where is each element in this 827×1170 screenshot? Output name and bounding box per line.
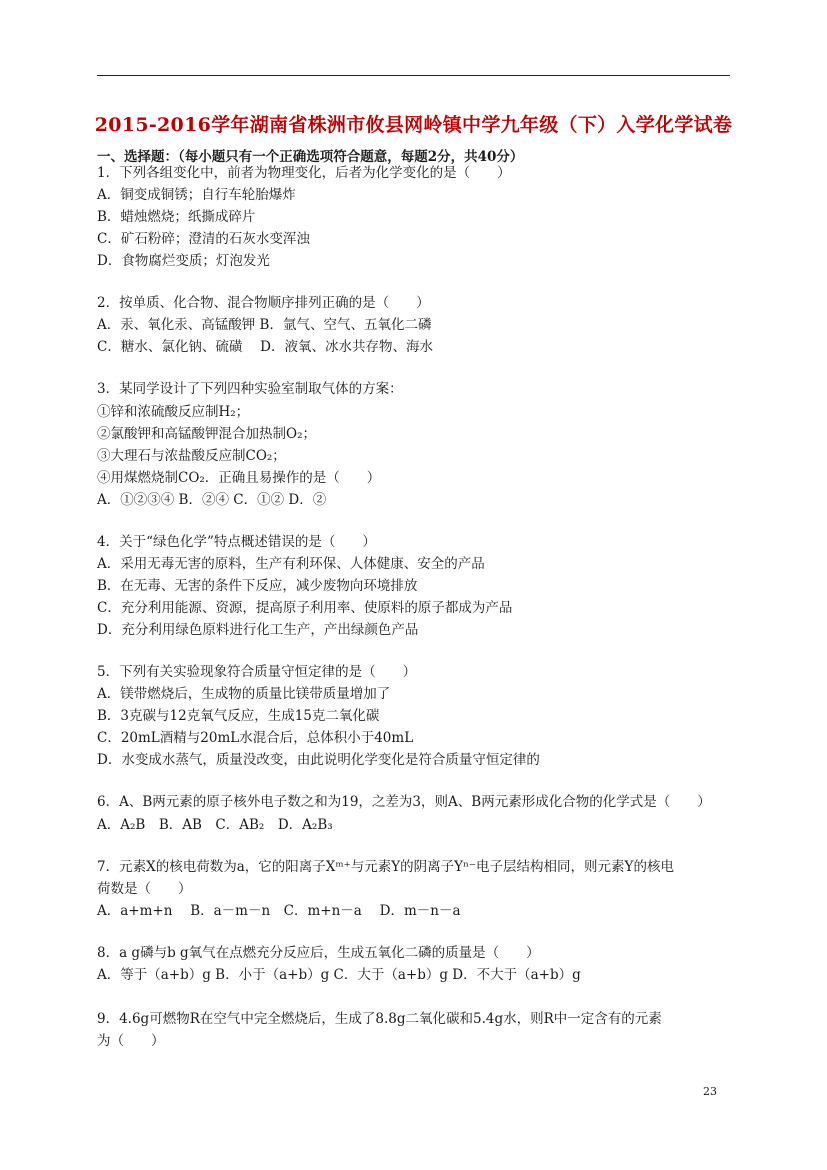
option-line: B．3克碳与12克氧气反应，生成15克二氧化碳 bbox=[97, 708, 380, 724]
option-line: A．镁带燃烧后，生成物的质量比镁带质量增加了 bbox=[97, 686, 391, 702]
question-line: 6．A、B两元素的原子核外电子数之和为19，之差为3，则A、B两元素形成化合物的化学式是（ ） bbox=[97, 794, 711, 810]
option-line: A．a+m+n B．a－m－n C．m+n－a D．m－n－a bbox=[97, 903, 461, 919]
option-line: D．充分利用绿色原料进行化工生产，产出绿颜色产品 bbox=[97, 622, 419, 638]
question-line: 荷数是（ ） bbox=[97, 881, 192, 897]
question-line: 7．元素X的核电荷数为a，它的阳离子Xᵐ⁺与元素Y的阴离子Yⁿ⁻电子层结构相同，则元素Y的核电 bbox=[97, 859, 674, 875]
question-line: ②氯酸钾和高锰酸钾混合加热制O₂； bbox=[97, 426, 316, 442]
page-number: 23 bbox=[703, 1085, 717, 1098]
option-line: A．铜变成铜锈；自行车轮胎爆炸 bbox=[97, 187, 296, 203]
header-rule bbox=[97, 75, 730, 76]
question-line: 5．下列有关实验现象符合质量守恒定律的是（ ） bbox=[97, 664, 417, 680]
question-line: 2．按单质、化合物、混合物顺序排列正确的是（ ） bbox=[97, 295, 430, 311]
section-heading: 一、选择题：（每小题只有一个正确选项符合题意，每题2分，共40分） bbox=[97, 149, 524, 165]
question-line: 8．a g磷与b g氧气在点燃充分反应后，生成五氧化二磷的质量是（ ） bbox=[97, 945, 540, 961]
option-line: B．蜡烛燃烧；纸撕成碎片 bbox=[97, 209, 256, 225]
option-line: C．充分利用能源、资源，提高原子利用率、使原料的原子都成为产品 bbox=[97, 600, 513, 616]
option-line: A．①②③④ B．②④ C．①② D．② bbox=[97, 492, 327, 508]
question-line: 9．4.6g可燃物R在空气中完全燃烧后，生成了8.8g二氧化碳和5.4g水，则R中一定含有的元素 bbox=[97, 1011, 662, 1027]
option-line: B．在无毒、无害的条件下反应，减少废物向环境排放 bbox=[97, 578, 418, 594]
option-line: A．等于（a+b）g B．小于（a+b）g C．大于（a+b）g D．不大于（a+b）g bbox=[97, 967, 581, 983]
option-line: C．糖水、氯化钠、硫磺 D．液氧、冰水共存物、海水 bbox=[97, 339, 433, 355]
question-line: ③大理石与浓盐酸反应制CO₂； bbox=[97, 448, 286, 464]
option-line: D．食物腐烂变质；灯泡发光 bbox=[97, 253, 270, 269]
question-line: 4．关于“绿色化学”特点概述错误的是（ ） bbox=[97, 534, 376, 550]
question-line: 3．某同学设计了下列四种实验室制取气体的方案： bbox=[97, 381, 403, 397]
question-line: 1．下列各组变化中，前者为物理变化，后者为化学变化的是（ ） bbox=[97, 165, 511, 181]
option-line: D．水变成水蒸气，质量没改变，由此说明化学变化是符合质量守恒定律的 bbox=[97, 752, 540, 768]
option-line: C．矿石粉碎；澄清的石灰水变浑浊 bbox=[97, 231, 310, 247]
option-line: A．A₂B B．AB C．AB₂ D．A₂B₃ bbox=[97, 817, 333, 833]
option-line: A．采用无毒无害的原料，生产有利环保、人体健康、安全的产品 bbox=[97, 556, 485, 572]
question-line: ④用煤燃烧制CO₂．正确且易操作的是（ ） bbox=[97, 470, 381, 486]
option-line: C．20mL酒精与20mL水混合后，总体积小于40mL bbox=[97, 730, 414, 746]
question-line: ①锌和浓硫酸反应制H₂； bbox=[97, 404, 250, 420]
question-line: 为（ ） bbox=[97, 1033, 165, 1049]
option-line: A．汞、氧化汞、高锰酸钾 B．氩气、空气、五氧化二磷 bbox=[97, 317, 432, 333]
page-title: 2015-2016学年湖南省株洲市攸县网岭镇中学九年级（下）入学化学试卷 bbox=[94, 114, 733, 136]
